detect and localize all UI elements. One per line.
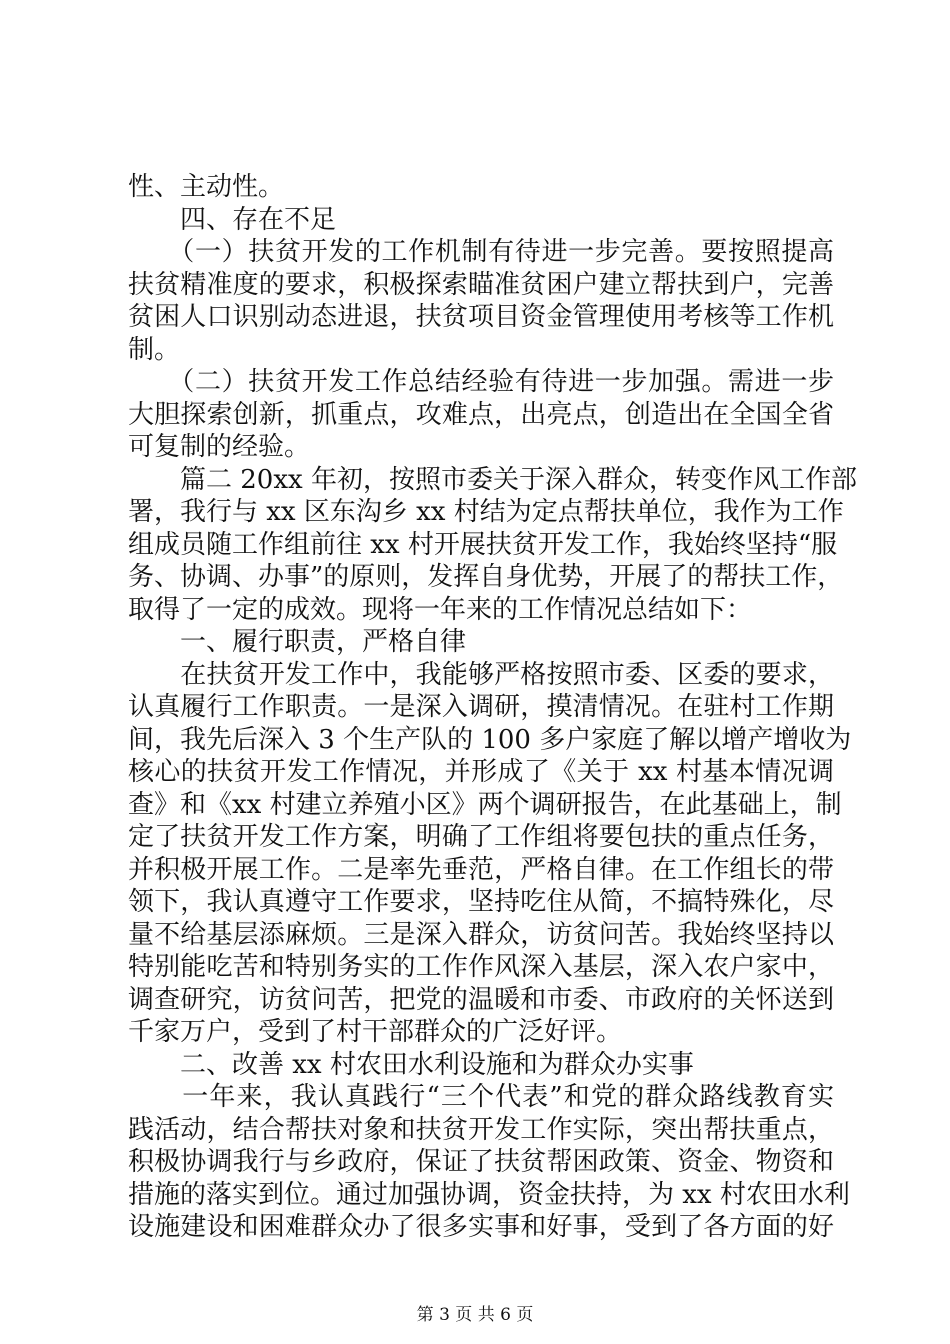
text-line: 措施的落实到位。通过加强协调，资金扶持，为 xx 村农田水利 [128,1179,850,1210]
text-line: 领下，我认真遵守工作要求，坚持吃住从简，不搞特殊化，尽 [128,887,834,917]
text-line: 署，我行与 xx 区东沟乡 xx 村结为定点帮扶单位，我作为工作 [128,497,844,527]
text-line: 间，我先后深入 3 个生产队的 100 多户家庭了解以增产增收为 [128,724,852,755]
text-line: 践活动，结合帮扶对象和扶贫开发工作实际，突出帮扶重点， [128,1114,834,1145]
text-line: 贫困人口识别动态进退，扶贫项目资金管理使用考核等工作机 [128,302,834,332]
document-body [128,171,857,1244]
text-line: 制。 [128,334,181,365]
text-line: 并积极开展工作。二是率先垂范，严格自律。在工作组长的带 [128,854,834,885]
text-line: 大胆探索创新，抓重点，攻难点，出亮点，创造出在全国全省 [128,399,834,430]
page-number: 第 3 页 共 6 页 [416,1305,534,1325]
text-line: 量不给基层添麻烦。三是深入群众，访贫问苦。我始终坚持以 [128,919,834,950]
section-heading: 四、存在不足 [128,204,337,235]
section-heading: 一、履行职责，严格自律 [128,627,467,657]
text-line: 组成员随工作组前往 xx 村开展扶贫开发工作，我始终坚持“服 [128,529,838,560]
text-line: 务、协调、办事”的原则，发挥自身优势，开展了的帮扶工作， [128,562,844,592]
text-line: 取得了一定的成效。现将一年来的工作情况总结如下： [128,594,753,625]
text-line: 定了扶贫开发工作方案，明确了工作组将要包扶的重点任务， [128,822,834,852]
section-heading: 二、改善 xx 村农田水利设施和为群众办实事 [128,1049,694,1080]
text-line: 性、主动性。 [128,172,285,202]
text-line: 一年来，我认真践行“三个代表”和党的群众路线教育实 [128,1082,834,1112]
text-line: 认真履行工作职责。一是深入调研，摸清情况。在驻村工作期 [128,692,834,722]
text-line: 千家万户，受到了村干部群众的广泛好评。 [128,1017,623,1047]
text-line: 扶贫精准度的要求，积极探索瞄准贫困户建立帮扶到户，完善 [128,269,834,300]
text-line: 可复制的经验。 [128,432,311,462]
text-line: 积极协调我行与乡政府，保证了扶贫帮困政策、资金、物资和 [128,1147,834,1177]
text-line: 设施建设和困难群众办了很多实事和好事，受到了各方面的好 [128,1212,834,1242]
text-line: （二）扶贫开发工作总结经验有待进一步加强。需进一步 [128,367,834,397]
page-footer [0,1300,950,1325]
text-line: 在扶贫开发工作中，我能够严格按照市委、区委的要求， [128,659,834,690]
text-line: 特别能吃苦和特别务实的工作作风深入基层，深入农户家中， [128,952,834,982]
text-line: 调查研究，访贫问苦，把党的温暖和市委、市政府的关怀送到 [128,984,834,1015]
text-line: 查》和《xx 村建立养殖小区》两个调研报告，在此基础上，制 [128,789,842,820]
text-line: （一）扶贫开发的工作机制有待进一步完善。要按照提高 [128,237,834,267]
text-line: 核心的扶贫开发工作情况，并形成了《关于 xx 村基本情况调 [128,757,834,787]
text-line: 篇二 20xx 年初，按照市委关于深入群众，转变作风工作部 [128,464,857,495]
